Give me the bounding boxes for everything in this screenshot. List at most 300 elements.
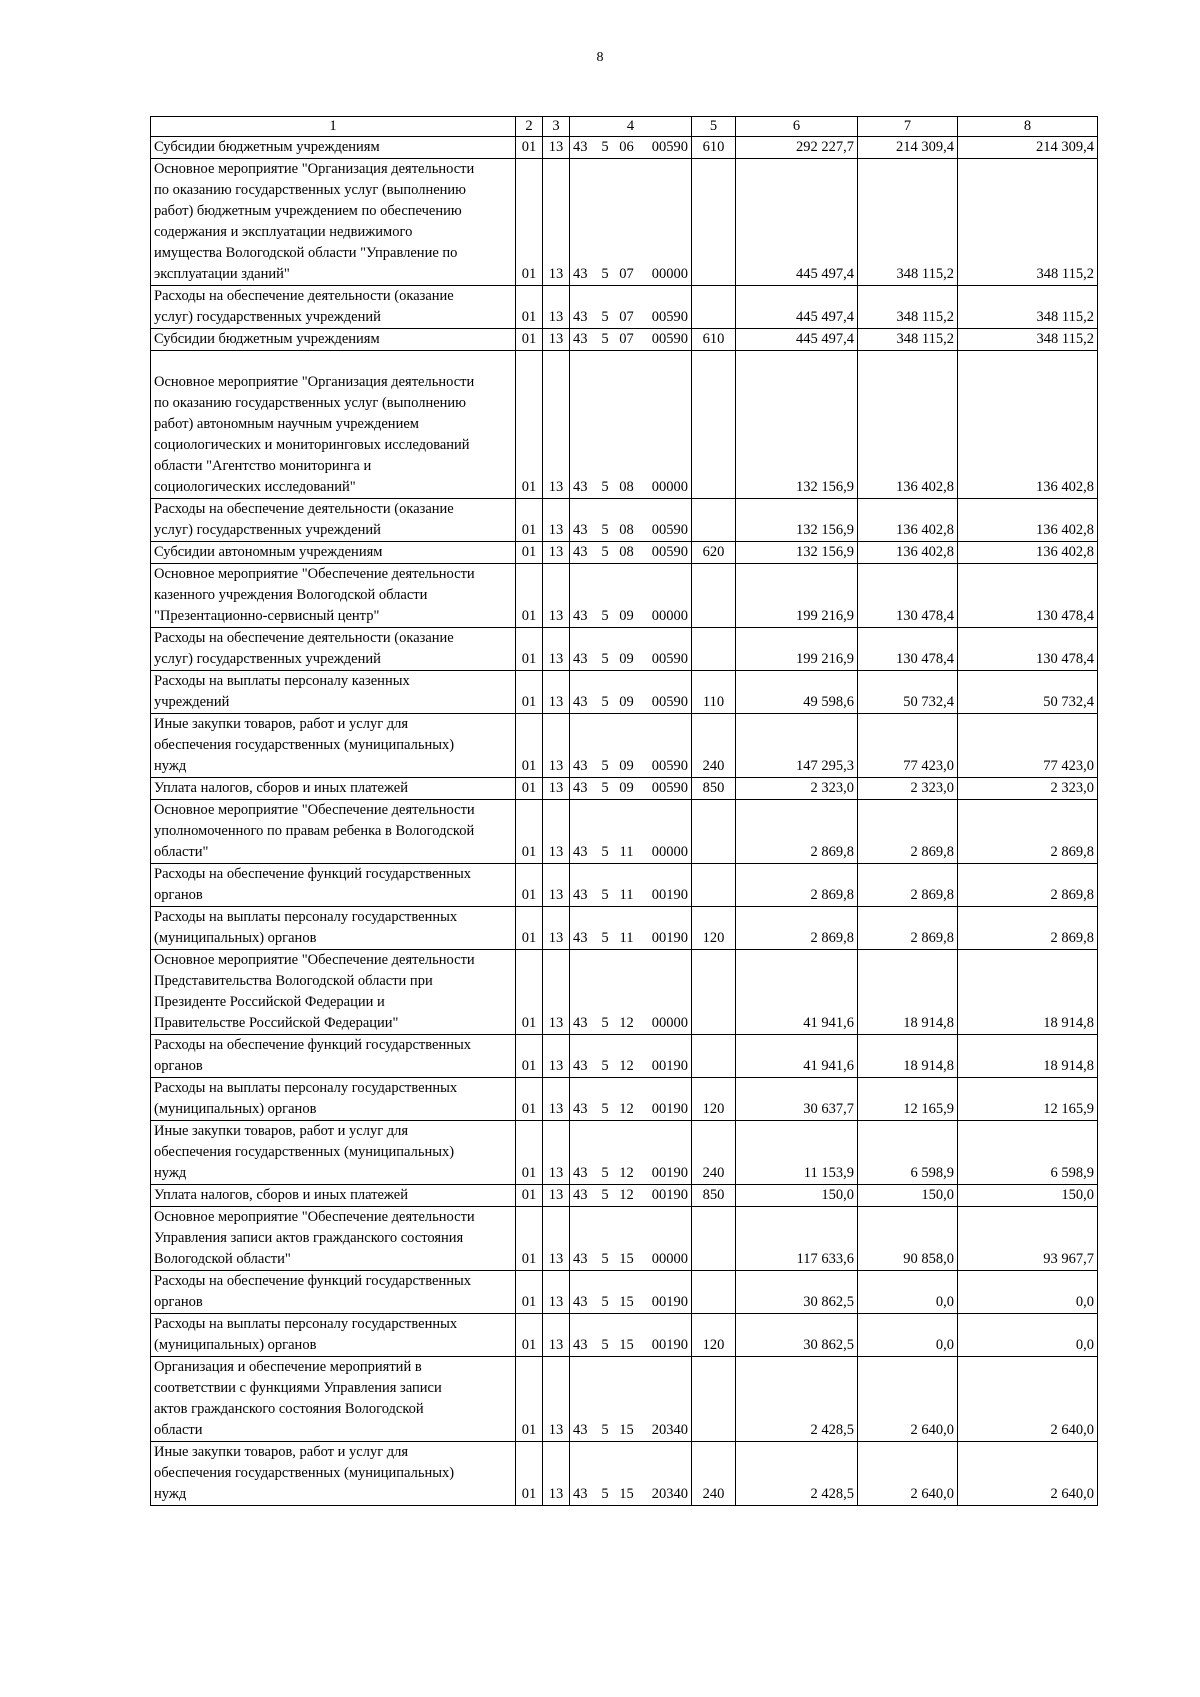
target-article-subprogram: 5 [597, 159, 614, 286]
expense-type-code [692, 564, 736, 628]
target-article-program: 43 [570, 542, 597, 564]
row-name: Уплата налогов, сборов и иных платежей [151, 778, 516, 800]
section-code: 01 [516, 286, 543, 329]
target-article-subprogram: 5 [597, 1078, 614, 1121]
amount-col-8: 130 478,4 [958, 564, 1098, 628]
target-article-activity: 15 [614, 1207, 640, 1271]
amount-col-7: 136 402,8 [858, 542, 958, 564]
subsection-code: 13 [543, 1271, 570, 1314]
amount-col-8: 130 478,4 [958, 628, 1098, 671]
amount-col-6: 30 862,5 [736, 1314, 858, 1357]
amount-col-7: 0,0 [858, 1271, 958, 1314]
table-row [151, 1207, 1098, 1271]
subsection-code: 13 [543, 714, 570, 778]
amount-col-8: 348 115,2 [958, 286, 1098, 329]
amount-col-6: 445 497,4 [736, 159, 858, 286]
section-code: 01 [516, 778, 543, 800]
amount-col-7: 50 732,4 [858, 671, 958, 714]
target-article-subprogram: 5 [597, 628, 614, 671]
target-article-program: 43 [570, 1121, 597, 1185]
expense-type-code: 240 [692, 1121, 736, 1185]
amount-col-6: 132 156,9 [736, 351, 858, 499]
target-article-program: 43 [570, 714, 597, 778]
section-code: 01 [516, 159, 543, 286]
target-article-activity: 11 [614, 800, 640, 864]
target-article-program: 43 [570, 1035, 597, 1078]
target-article-activity: 06 [614, 137, 640, 159]
header-col-2: 2 [516, 117, 543, 137]
amount-col-8: 214 309,4 [958, 137, 1098, 159]
target-article-activity: 07 [614, 159, 640, 286]
subsection-code: 13 [543, 907, 570, 950]
target-article-subprogram: 5 [597, 671, 614, 714]
amount-col-8: 50 732,4 [958, 671, 1098, 714]
table-row [151, 286, 1098, 329]
subsection-code: 13 [543, 628, 570, 671]
amount-col-7: 130 478,4 [858, 564, 958, 628]
target-article-program: 43 [570, 1207, 597, 1271]
amount-col-8: 348 115,2 [958, 159, 1098, 286]
target-article-direction: 00000 [640, 1207, 692, 1271]
expense-type-code [692, 1207, 736, 1271]
table-row [151, 907, 1098, 950]
table-row [151, 628, 1098, 671]
target-article-activity: 15 [614, 1314, 640, 1357]
amount-col-6: 150,0 [736, 1185, 858, 1207]
expense-type-code: 850 [692, 778, 736, 800]
target-article-subprogram: 5 [597, 351, 614, 499]
target-article-activity: 12 [614, 1121, 640, 1185]
target-article-direction: 00190 [640, 1078, 692, 1121]
amount-col-6: 147 295,3 [736, 714, 858, 778]
section-code: 01 [516, 1207, 543, 1271]
expense-type-code [692, 864, 736, 907]
row-name: Основное мероприятие "Обеспечение деятельности уполномоченного по правам ребенка в Вологодской области" [151, 800, 516, 864]
expense-type-code [692, 351, 736, 499]
target-article-direction: 00000 [640, 800, 692, 864]
row-name: Расходы на обеспечение деятельности (оказание услуг) государственных учреждений [151, 286, 516, 329]
amount-col-8: 18 914,8 [958, 950, 1098, 1035]
expense-type-code [692, 1271, 736, 1314]
row-name: Основное мероприятие "Организация деятельности по оказанию государственных услуг (выполнению работ) бюджетным учреждением по обеспечению содержания и эксплуатации недвижимого имущества Вологодской области "Управление по эксплуатации зданий" [151, 159, 516, 286]
amount-col-7: 2 323,0 [858, 778, 958, 800]
subsection-code: 13 [543, 864, 570, 907]
amount-col-8: 2 640,0 [958, 1442, 1098, 1506]
expense-type-code: 240 [692, 714, 736, 778]
target-article-subprogram: 5 [597, 1357, 614, 1442]
row-name: Уплата налогов, сборов и иных платежей [151, 1185, 516, 1207]
amount-col-7: 18 914,8 [858, 950, 958, 1035]
target-article-subprogram: 5 [597, 1185, 614, 1207]
target-article-activity: 09 [614, 628, 640, 671]
subsection-code: 13 [543, 499, 570, 542]
subsection-code: 13 [543, 671, 570, 714]
table-row [151, 351, 1098, 499]
amount-col-6: 445 497,4 [736, 286, 858, 329]
subsection-code: 13 [543, 286, 570, 329]
amount-col-8: 348 115,2 [958, 329, 1098, 351]
target-article-activity: 07 [614, 329, 640, 351]
target-article-subprogram: 5 [597, 907, 614, 950]
row-name: Субсидии бюджетным учреждениям [151, 137, 516, 159]
amount-col-8: 150,0 [958, 1185, 1098, 1207]
target-article-direction: 00590 [640, 137, 692, 159]
table-row [151, 1442, 1098, 1506]
expense-type-code: 120 [692, 1314, 736, 1357]
row-name: Основное мероприятие "Обеспечение деятельности казенного учреждения Вологодской области "Презентационно-сервисный центр" [151, 564, 516, 628]
target-article-direction: 00590 [640, 286, 692, 329]
target-article-direction: 00190 [640, 864, 692, 907]
target-article-direction: 00000 [640, 564, 692, 628]
table-row [151, 1035, 1098, 1078]
amount-col-8: 2 869,8 [958, 907, 1098, 950]
row-name: Организация и обеспечение мероприятий в соответствии с функциями Управления записи актов гражданского состояния Вологодской области [151, 1357, 516, 1442]
amount-col-8: 2 869,8 [958, 864, 1098, 907]
target-article-subprogram: 5 [597, 1442, 614, 1506]
row-name: Субсидии автономным учреждениям [151, 542, 516, 564]
amount-col-7: 18 914,8 [858, 1035, 958, 1078]
amount-col-6: 2 428,5 [736, 1442, 858, 1506]
amount-col-7: 136 402,8 [858, 351, 958, 499]
expense-type-code: 240 [692, 1442, 736, 1506]
budget-table [150, 116, 1098, 1506]
subsection-code: 13 [543, 1314, 570, 1357]
target-article-program: 43 [570, 137, 597, 159]
target-article-activity: 12 [614, 1035, 640, 1078]
target-article-activity: 08 [614, 351, 640, 499]
amount-col-8: 93 967,7 [958, 1207, 1098, 1271]
target-article-activity: 12 [614, 950, 640, 1035]
target-article-program: 43 [570, 564, 597, 628]
row-name: Основное мероприятие "Обеспечение деятельности Представительства Вологодской области при Президенте Российской Федерации и Правительстве Российской Федерации" [151, 950, 516, 1035]
row-name: Расходы на обеспечение функций государственных органов [151, 1271, 516, 1314]
amount-col-8: 77 423,0 [958, 714, 1098, 778]
target-article-activity: 11 [614, 864, 640, 907]
target-article-program: 43 [570, 778, 597, 800]
amount-col-7: 214 309,4 [858, 137, 958, 159]
amount-col-7: 2 869,8 [858, 907, 958, 950]
amount-col-6: 49 598,6 [736, 671, 858, 714]
subsection-code: 13 [543, 1185, 570, 1207]
amount-col-6: 445 497,4 [736, 329, 858, 351]
target-article-subprogram: 5 [597, 1035, 614, 1078]
target-article-program: 43 [570, 628, 597, 671]
table-row [151, 950, 1098, 1035]
target-article-direction: 00590 [640, 542, 692, 564]
row-name: Расходы на обеспечение функций государственных органов [151, 1035, 516, 1078]
expense-type-code: 610 [692, 329, 736, 351]
amount-col-7: 77 423,0 [858, 714, 958, 778]
target-article-activity: 15 [614, 1271, 640, 1314]
section-code: 01 [516, 1035, 543, 1078]
target-article-subprogram: 5 [597, 1207, 614, 1271]
target-article-program: 43 [570, 864, 597, 907]
amount-col-8: 136 402,8 [958, 542, 1098, 564]
target-article-subprogram: 5 [597, 778, 614, 800]
table-row [151, 564, 1098, 628]
amount-col-8: 18 914,8 [958, 1035, 1098, 1078]
target-article-activity: 09 [614, 671, 640, 714]
header-col-5: 5 [692, 117, 736, 137]
page-number: 8 [596, 50, 604, 65]
amount-col-7: 348 115,2 [858, 329, 958, 351]
expense-type-code [692, 499, 736, 542]
table-row [151, 499, 1098, 542]
target-article-direction: 00590 [640, 778, 692, 800]
amount-col-8: 136 402,8 [958, 499, 1098, 542]
target-article-program: 43 [570, 329, 597, 351]
table-row [151, 1314, 1098, 1357]
target-article-subprogram: 5 [597, 564, 614, 628]
target-article-program: 43 [570, 1185, 597, 1207]
target-article-direction: 00590 [640, 714, 692, 778]
subsection-code: 13 [543, 159, 570, 286]
amount-col-6: 11 153,9 [736, 1121, 858, 1185]
target-article-subprogram: 5 [597, 950, 614, 1035]
target-article-activity: 11 [614, 907, 640, 950]
table-row [151, 159, 1098, 286]
target-article-activity: 12 [614, 1185, 640, 1207]
table-row [151, 714, 1098, 778]
section-code: 01 [516, 1078, 543, 1121]
target-article-program: 43 [570, 286, 597, 329]
amount-col-6: 2 869,8 [736, 907, 858, 950]
table-row [151, 864, 1098, 907]
amount-col-7: 2 640,0 [858, 1357, 958, 1442]
row-name: Расходы на выплаты персоналу государственных (муниципальных) органов [151, 907, 516, 950]
target-article-program: 43 [570, 950, 597, 1035]
target-article-subprogram: 5 [597, 542, 614, 564]
target-article-subprogram: 5 [597, 137, 614, 159]
subsection-code: 13 [543, 1078, 570, 1121]
target-article-activity: 15 [614, 1357, 640, 1442]
amount-col-7: 0,0 [858, 1314, 958, 1357]
table-row [151, 1078, 1098, 1121]
target-article-direction: 00590 [640, 499, 692, 542]
expense-type-code: 610 [692, 137, 736, 159]
header-row [151, 117, 1098, 137]
amount-col-6: 132 156,9 [736, 542, 858, 564]
subsection-code: 13 [543, 778, 570, 800]
row-name: Расходы на выплаты персоналу государственных (муниципальных) органов [151, 1078, 516, 1121]
expense-type-code: 850 [692, 1185, 736, 1207]
target-article-direction: 00000 [640, 950, 692, 1035]
target-article-direction: 00590 [640, 671, 692, 714]
section-code: 01 [516, 907, 543, 950]
amount-col-7: 90 858,0 [858, 1207, 958, 1271]
amount-col-6: 30 637,7 [736, 1078, 858, 1121]
section-code: 01 [516, 1121, 543, 1185]
target-article-direction: 00190 [640, 907, 692, 950]
amount-col-8: 2 869,8 [958, 800, 1098, 864]
target-article-program: 43 [570, 1271, 597, 1314]
amount-col-7: 6 598,9 [858, 1121, 958, 1185]
expense-type-code: 120 [692, 1078, 736, 1121]
section-code: 01 [516, 1314, 543, 1357]
section-code: 01 [516, 800, 543, 864]
row-name: Расходы на обеспечение деятельности (оказание услуг) государственных учреждений [151, 628, 516, 671]
target-article-direction: 00590 [640, 329, 692, 351]
row-name: Основное мероприятие "Обеспечение деятельности Управления записи актов гражданского состояния Вологодской области" [151, 1207, 516, 1271]
target-article-subprogram: 5 [597, 1271, 614, 1314]
section-code: 01 [516, 1271, 543, 1314]
header-col-8: 8 [958, 117, 1098, 137]
expense-type-code [692, 1357, 736, 1442]
header-col-7: 7 [858, 117, 958, 137]
target-article-program: 43 [570, 351, 597, 499]
section-code: 01 [516, 351, 543, 499]
section-code: 01 [516, 564, 543, 628]
target-article-subprogram: 5 [597, 499, 614, 542]
target-article-activity: 09 [614, 564, 640, 628]
row-name: Основное мероприятие "Организация деятельности по оказанию государственных услуг (выполнению работ) автономным научным учреждением социологических и мониторинговых исследований области "Агентство мониторинга и социологических исследований" [151, 351, 516, 499]
row-name: Расходы на обеспечение деятельности (оказание услуг) государственных учреждений [151, 499, 516, 542]
amount-col-7: 12 165,9 [858, 1078, 958, 1121]
target-article-direction: 00190 [640, 1271, 692, 1314]
amount-col-6: 2 428,5 [736, 1357, 858, 1442]
subsection-code: 13 [543, 1035, 570, 1078]
table-row [151, 1357, 1098, 1442]
section-code: 01 [516, 864, 543, 907]
amount-col-6: 30 862,5 [736, 1271, 858, 1314]
amount-col-7: 2 869,8 [858, 864, 958, 907]
section-code: 01 [516, 714, 543, 778]
target-article-subprogram: 5 [597, 329, 614, 351]
table-row [151, 800, 1098, 864]
amount-col-6: 292 227,7 [736, 137, 858, 159]
header-col-4: 4 [570, 117, 692, 137]
subsection-code: 13 [543, 950, 570, 1035]
subsection-code: 13 [543, 329, 570, 351]
subsection-code: 13 [543, 564, 570, 628]
target-article-activity: 08 [614, 499, 640, 542]
table-row [151, 1185, 1098, 1207]
table-row [151, 329, 1098, 351]
target-article-program: 43 [570, 1442, 597, 1506]
row-name: Иные закупки товаров, работ и услуг для обеспечения государственных (муниципальных) нужд [151, 1121, 516, 1185]
amount-col-6: 2 869,8 [736, 864, 858, 907]
expense-type-code [692, 950, 736, 1035]
subsection-code: 13 [543, 800, 570, 864]
amount-col-6: 41 941,6 [736, 1035, 858, 1078]
amount-col-8: 2 640,0 [958, 1357, 1098, 1442]
header-col-6: 6 [736, 117, 858, 137]
amount-col-6: 132 156,9 [736, 499, 858, 542]
amount-col-7: 2 640,0 [858, 1442, 958, 1506]
expense-type-code [692, 628, 736, 671]
row-name: Расходы на выплаты персоналу казенных учреждений [151, 671, 516, 714]
table-row [151, 671, 1098, 714]
header-col-3: 3 [543, 117, 570, 137]
amount-col-7: 136 402,8 [858, 499, 958, 542]
target-article-direction: 20340 [640, 1357, 692, 1442]
subsection-code: 13 [543, 351, 570, 499]
target-article-activity: 08 [614, 542, 640, 564]
expense-type-code [692, 159, 736, 286]
target-article-program: 43 [570, 907, 597, 950]
target-article-program: 43 [570, 671, 597, 714]
section-code: 01 [516, 1185, 543, 1207]
expense-type-code [692, 1035, 736, 1078]
subsection-code: 13 [543, 137, 570, 159]
expense-type-code: 120 [692, 907, 736, 950]
amount-col-8: 136 402,8 [958, 351, 1098, 499]
amount-col-6: 2 869,8 [736, 800, 858, 864]
target-article-direction: 00590 [640, 628, 692, 671]
section-code: 01 [516, 542, 543, 564]
amount-col-6: 199 216,9 [736, 628, 858, 671]
target-article-direction: 00190 [640, 1035, 692, 1078]
expense-type-code [692, 286, 736, 329]
expense-type-code: 620 [692, 542, 736, 564]
target-article-program: 43 [570, 1314, 597, 1357]
row-name: Иные закупки товаров, работ и услуг для обеспечения государственных (муниципальных) нужд [151, 714, 516, 778]
section-code: 01 [516, 1442, 543, 1506]
amount-col-7: 348 115,2 [858, 159, 958, 286]
target-article-program: 43 [570, 499, 597, 542]
target-article-direction: 00190 [640, 1121, 692, 1185]
section-code: 01 [516, 329, 543, 351]
section-code: 01 [516, 137, 543, 159]
target-article-activity: 09 [614, 778, 640, 800]
target-article-direction: 00000 [640, 159, 692, 286]
target-article-program: 43 [570, 1078, 597, 1121]
amount-col-8: 12 165,9 [958, 1078, 1098, 1121]
subsection-code: 13 [543, 1442, 570, 1506]
target-article-direction: 00190 [640, 1185, 692, 1207]
amount-col-8: 0,0 [958, 1314, 1098, 1357]
expense-type-code: 110 [692, 671, 736, 714]
subsection-code: 13 [543, 542, 570, 564]
amount-col-7: 2 869,8 [858, 800, 958, 864]
target-article-subprogram: 5 [597, 1314, 614, 1357]
amount-col-6: 41 941,6 [736, 950, 858, 1035]
table-row [151, 542, 1098, 564]
target-article-activity: 12 [614, 1078, 640, 1121]
section-code: 01 [516, 950, 543, 1035]
amount-col-7: 348 115,2 [858, 286, 958, 329]
section-code: 01 [516, 671, 543, 714]
target-article-subprogram: 5 [597, 864, 614, 907]
amount-col-8: 2 323,0 [958, 778, 1098, 800]
row-name: Расходы на обеспечение функций государственных органов [151, 864, 516, 907]
target-article-program: 43 [570, 159, 597, 286]
target-article-direction: 00190 [640, 1314, 692, 1357]
table-row [151, 137, 1098, 159]
section-code: 01 [516, 628, 543, 671]
subsection-code: 13 [543, 1357, 570, 1442]
target-article-subprogram: 5 [597, 286, 614, 329]
amount-col-6: 117 633,6 [736, 1207, 858, 1271]
target-article-subprogram: 5 [597, 714, 614, 778]
subsection-code: 13 [543, 1207, 570, 1271]
target-article-subprogram: 5 [597, 800, 614, 864]
section-code: 01 [516, 1357, 543, 1442]
amount-col-6: 199 216,9 [736, 564, 858, 628]
header-col-1: 1 [151, 117, 516, 137]
amount-col-6: 2 323,0 [736, 778, 858, 800]
amount-col-8: 6 598,9 [958, 1121, 1098, 1185]
target-article-program: 43 [570, 1357, 597, 1442]
amount-col-7: 150,0 [858, 1185, 958, 1207]
target-article-direction: 20340 [640, 1442, 692, 1506]
amount-col-7: 130 478,4 [858, 628, 958, 671]
target-article-program: 43 [570, 800, 597, 864]
expense-type-code [692, 800, 736, 864]
target-article-activity: 07 [614, 286, 640, 329]
table-row [151, 778, 1098, 800]
table-row [151, 1121, 1098, 1185]
